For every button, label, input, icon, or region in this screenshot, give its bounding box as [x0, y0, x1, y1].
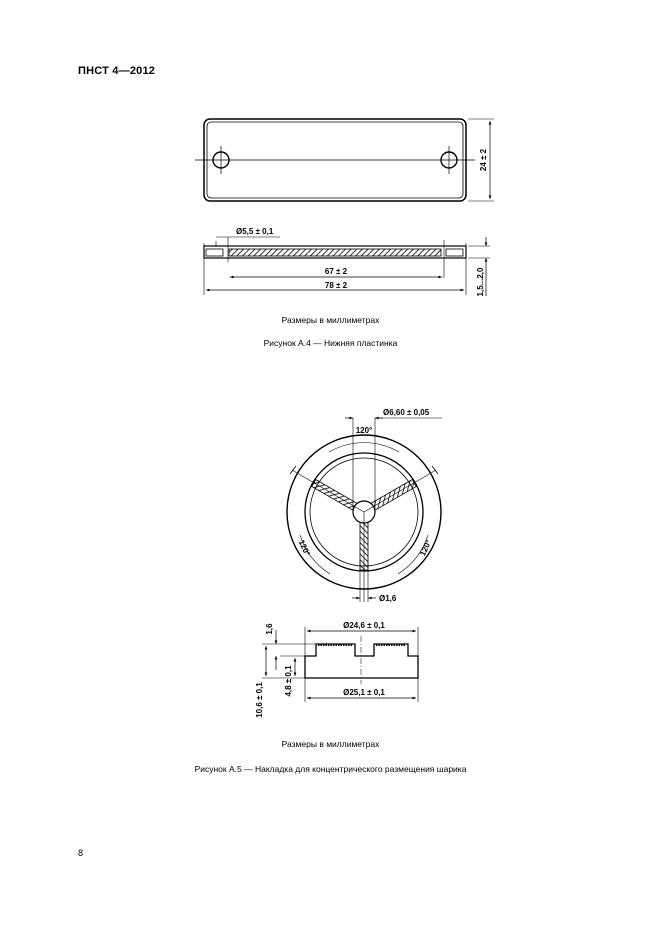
dim-step-label: 1,6: [265, 623, 274, 635]
document-code: ПНСТ 4—2012: [78, 65, 156, 77]
dim-total-label: 78 ± 2: [324, 281, 348, 290]
angle-left-label: 120°: [296, 538, 312, 558]
figure-a4-caption: Рисунок А.4 — Нижняя пластинка: [263, 338, 398, 348]
dim-top-diameter-label: Ø24,6 ± 0,1: [343, 621, 385, 630]
page-number: 8: [78, 848, 84, 858]
dim-slot-label: Ø1,6: [379, 594, 397, 603]
dim-hole-label: Ø5,5 ± 0,1: [236, 227, 274, 236]
figure-a5-units-note: Размеры в миллиметрах: [281, 739, 380, 749]
dim-center-bore-label: Ø6,60 ± 0,05: [383, 408, 430, 417]
angle-top-label: 120°: [355, 426, 373, 435]
dim-width-label: 24 ± 2: [479, 148, 488, 172]
plate-top-view: [195, 119, 494, 201]
dim-bottom-diameter-label: Ø25,1 ± 0,1: [343, 688, 385, 697]
dim-inner-label: 67 ± 2: [324, 267, 348, 276]
dim-height-total-label: 10,6 ± 0,1: [255, 682, 264, 718]
figure-a5-caption: Рисунок А.5 — Накладка для концентрического размещения шарика: [194, 764, 467, 774]
dim-height-inner-label: 4,8 ± 0,1: [284, 665, 293, 697]
cap-top-view: [287, 418, 442, 602]
figure-a4-units-note: Размеры в миллиметрах: [281, 315, 380, 325]
dim-thickness-label: 1,5...2,0: [476, 267, 485, 297]
angle-right-label: 120°: [418, 538, 434, 558]
